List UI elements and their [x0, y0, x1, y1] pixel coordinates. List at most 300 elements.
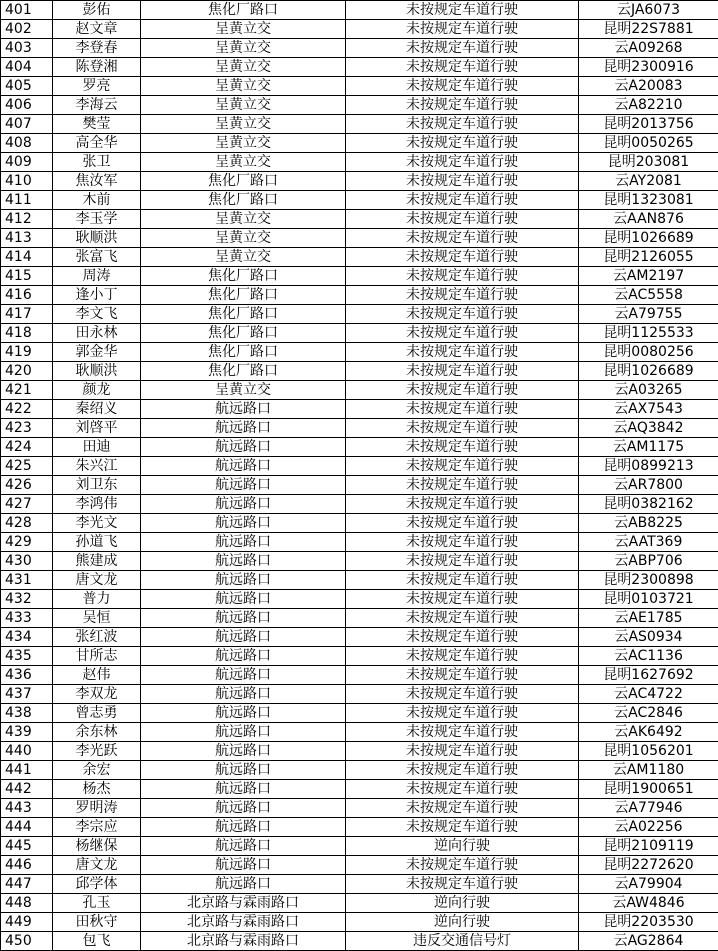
name-cell: 耿顺洪	[53, 362, 141, 381]
violation-cell: 未按规定车道行驶	[346, 210, 579, 229]
location-cell: 呈黄立交	[141, 381, 346, 400]
table-row	[1, 305, 718, 324]
table-row	[1, 457, 718, 476]
plate-cell: 昆明0050265	[579, 134, 718, 153]
location-cell: 呈黄立交	[141, 153, 346, 172]
table-row	[1, 913, 718, 932]
location-cell: 航远路口	[141, 666, 346, 685]
name-cell: 孙道飞	[53, 533, 141, 552]
plate-cell: 昆明1323081	[579, 191, 718, 210]
row-number-cell: 435	[1, 647, 53, 666]
row-number-cell: 436	[1, 666, 53, 685]
violation-cell: 未按规定车道行驶	[346, 248, 579, 267]
table-row	[1, 438, 718, 457]
location-cell: 航远路口	[141, 476, 346, 495]
table-row	[1, 419, 718, 438]
table-row	[1, 647, 718, 666]
violation-cell: 未按规定车道行驶	[346, 476, 579, 495]
row-number-cell: 429	[1, 533, 53, 552]
plate-cell: 云AR7800	[579, 476, 718, 495]
row-number-cell: 430	[1, 552, 53, 571]
name-cell: 赵伟	[53, 666, 141, 685]
name-cell: 逢小丁	[53, 286, 141, 305]
location-cell: 航远路口	[141, 552, 346, 571]
name-cell: 罗亮	[53, 77, 141, 96]
violation-cell: 未按规定车道行驶	[346, 305, 579, 324]
name-cell: 刘啓平	[53, 419, 141, 438]
violation-cell: 未按规定车道行驶	[346, 571, 579, 590]
violation-cell: 未按规定车道行驶	[346, 96, 579, 115]
location-cell: 航远路口	[141, 457, 346, 476]
plate-cell: 云AY2081	[579, 172, 718, 191]
violation-cell: 未按规定车道行驶	[346, 229, 579, 248]
table-row	[1, 381, 718, 400]
table-row	[1, 20, 718, 39]
name-cell: 樊莹	[53, 115, 141, 134]
plate-cell: 昆明1627692	[579, 666, 718, 685]
location-cell: 航远路口	[141, 742, 346, 761]
name-cell: 刘卫东	[53, 476, 141, 495]
table-row	[1, 723, 718, 742]
violation-cell: 未按规定车道行驶	[346, 457, 579, 476]
location-cell: 呈黄立交	[141, 229, 346, 248]
table-row	[1, 742, 718, 761]
location-cell: 焦化厂路口	[141, 343, 346, 362]
plate-cell: 云JA6073	[579, 1, 718, 20]
table-row	[1, 533, 718, 552]
location-cell: 航远路口	[141, 514, 346, 533]
location-cell: 呈黄立交	[141, 248, 346, 267]
table-row	[1, 134, 718, 153]
name-cell: 张卫	[53, 153, 141, 172]
name-cell: 邱学体	[53, 875, 141, 894]
row-number-cell: 431	[1, 571, 53, 590]
violation-cell: 未按规定车道行驶	[346, 818, 579, 837]
violation-cell: 未按规定车道行驶	[346, 742, 579, 761]
table-row	[1, 229, 718, 248]
plate-cell: 云ABP706	[579, 552, 718, 571]
location-cell: 航远路口	[141, 761, 346, 780]
location-cell: 呈黄立交	[141, 20, 346, 39]
violation-cell: 未按规定车道行驶	[346, 381, 579, 400]
violation-cell: 未按规定车道行驶	[346, 324, 579, 343]
plate-cell: 昆明1125533	[579, 324, 718, 343]
violation-cell: 未按规定车道行驶	[346, 77, 579, 96]
name-cell: 李鸿伟	[53, 495, 141, 514]
name-cell: 普力	[53, 590, 141, 609]
location-cell: 焦化厂路口	[141, 324, 346, 343]
plate-cell: 昆明0103721	[579, 590, 718, 609]
name-cell: 焦汝军	[53, 172, 141, 191]
table-row	[1, 115, 718, 134]
name-cell: 颜龙	[53, 381, 141, 400]
location-cell: 北京路与霖雨路口	[141, 913, 346, 932]
location-cell: 北京路与霖雨路口	[141, 932, 346, 951]
plate-cell: 昆明2203530	[579, 913, 718, 932]
name-cell: 李文飞	[53, 305, 141, 324]
row-number-cell: 421	[1, 381, 53, 400]
row-number-cell: 403	[1, 39, 53, 58]
plate-cell: 云A79755	[579, 305, 718, 324]
plate-cell: 云AG2864	[579, 932, 718, 951]
violation-cell: 未按规定车道行驶	[346, 856, 579, 875]
violation-cell: 未按规定车道行驶	[346, 704, 579, 723]
location-cell: 呈黄立交	[141, 77, 346, 96]
row-number-cell: 408	[1, 134, 53, 153]
location-cell: 航远路口	[141, 533, 346, 552]
plate-cell: 云AAT369	[579, 533, 718, 552]
violation-cell: 未按规定车道行驶	[346, 799, 579, 818]
location-cell: 航远路口	[141, 647, 346, 666]
table-row	[1, 210, 718, 229]
row-number-cell: 412	[1, 210, 53, 229]
plate-cell: 云AS0934	[579, 628, 718, 647]
row-number-cell: 415	[1, 267, 53, 286]
location-cell: 航远路口	[141, 875, 346, 894]
violation-cell: 未按规定车道行驶	[346, 590, 579, 609]
violation-cell: 未按规定车道行驶	[346, 153, 579, 172]
location-cell: 呈黄立交	[141, 134, 346, 153]
plate-cell: 云AM2197	[579, 267, 718, 286]
plate-cell: 昆明22S7881	[579, 20, 718, 39]
location-cell: 北京路与霖雨路口	[141, 894, 346, 913]
plate-cell: 云AE1785	[579, 609, 718, 628]
table-row	[1, 248, 718, 267]
location-cell: 航远路口	[141, 837, 346, 856]
plate-cell: 昆明1900651	[579, 780, 718, 799]
plate-cell: 云AC1136	[579, 647, 718, 666]
plate-cell: 昆明2109119	[579, 837, 718, 856]
plate-cell: 云A03265	[579, 381, 718, 400]
table-row	[1, 780, 718, 799]
row-number-cell: 428	[1, 514, 53, 533]
violation-cell: 未按规定车道行驶	[346, 533, 579, 552]
name-cell: 唐文龙	[53, 856, 141, 875]
violation-cell: 未按规定车道行驶	[346, 685, 579, 704]
location-cell: 航远路口	[141, 704, 346, 723]
row-number-cell: 418	[1, 324, 53, 343]
plate-cell: 云AQ3842	[579, 419, 718, 438]
table-row	[1, 1, 718, 20]
row-number-cell: 445	[1, 837, 53, 856]
table-row	[1, 818, 718, 837]
row-number-cell: 446	[1, 856, 53, 875]
violation-cell: 未按规定车道行驶	[346, 647, 579, 666]
row-number-cell: 439	[1, 723, 53, 742]
violation-cell: 违反交通信号灯	[346, 932, 579, 951]
name-cell: 李登春	[53, 39, 141, 58]
name-cell: 李光跃	[53, 742, 141, 761]
location-cell: 呈黄立交	[141, 96, 346, 115]
violation-cell: 未按规定车道行驶	[346, 780, 579, 799]
name-cell: 唐文龙	[53, 571, 141, 590]
location-cell: 焦化厂路口	[141, 1, 346, 20]
row-number-cell: 442	[1, 780, 53, 799]
table-row	[1, 77, 718, 96]
name-cell: 耿顺洪	[53, 229, 141, 248]
location-cell: 航远路口	[141, 590, 346, 609]
violation-cell: 未按规定车道行驶	[346, 400, 579, 419]
plate-cell: 云AW4846	[579, 894, 718, 913]
row-number-cell: 437	[1, 685, 53, 704]
plate-cell: 昆明1056201	[579, 742, 718, 761]
row-number-cell: 406	[1, 96, 53, 115]
table-row	[1, 343, 718, 362]
name-cell: 杨继保	[53, 837, 141, 856]
plate-cell: 云AM1175	[579, 438, 718, 457]
row-number-cell: 434	[1, 628, 53, 647]
row-number-cell: 447	[1, 875, 53, 894]
name-cell: 杨杰	[53, 780, 141, 799]
row-number-cell: 401	[1, 1, 53, 20]
row-number-cell: 438	[1, 704, 53, 723]
name-cell: 曾志勇	[53, 704, 141, 723]
table-row	[1, 932, 718, 951]
violation-cell: 未按规定车道行驶	[346, 39, 579, 58]
row-number-cell: 424	[1, 438, 53, 457]
name-cell: 孔玉	[53, 894, 141, 913]
row-number-cell: 422	[1, 400, 53, 419]
name-cell: 张富飞	[53, 248, 141, 267]
location-cell: 呈黄立交	[141, 39, 346, 58]
table-row	[1, 267, 718, 286]
violation-cell: 未按规定车道行驶	[346, 419, 579, 438]
table-row	[1, 476, 718, 495]
row-number-cell: 427	[1, 495, 53, 514]
location-cell: 航远路口	[141, 495, 346, 514]
table-row	[1, 286, 718, 305]
location-cell: 航远路口	[141, 685, 346, 704]
table-row	[1, 894, 718, 913]
row-number-cell: 444	[1, 818, 53, 837]
location-cell: 呈黄立交	[141, 210, 346, 229]
violation-cell: 未按规定车道行驶	[346, 666, 579, 685]
row-number-cell: 433	[1, 609, 53, 628]
plate-cell: 云AC4722	[579, 685, 718, 704]
row-number-cell: 441	[1, 761, 53, 780]
name-cell: 赵文章	[53, 20, 141, 39]
table-row	[1, 191, 718, 210]
location-cell: 焦化厂路口	[141, 172, 346, 191]
plate-cell: 云A77946	[579, 799, 718, 818]
name-cell: 李宗应	[53, 818, 141, 837]
table-row	[1, 324, 718, 343]
table-body	[1, 1, 718, 951]
violation-cell: 未按规定车道行驶	[346, 134, 579, 153]
plate-cell: 昆明2126055	[579, 248, 718, 267]
table-row	[1, 685, 718, 704]
name-cell: 罗明涛	[53, 799, 141, 818]
plate-cell: 昆明2300898	[579, 571, 718, 590]
plate-cell: 昆明2013756	[579, 115, 718, 134]
table-row	[1, 552, 718, 571]
location-cell: 航远路口	[141, 419, 346, 438]
name-cell: 张红波	[53, 628, 141, 647]
location-cell: 焦化厂路口	[141, 305, 346, 324]
plate-cell: 云A79904	[579, 875, 718, 894]
location-cell: 航远路口	[141, 438, 346, 457]
row-number-cell: 404	[1, 58, 53, 77]
location-cell: 航远路口	[141, 780, 346, 799]
violation-cell: 未按规定车道行驶	[346, 267, 579, 286]
name-cell: 彭佑	[53, 1, 141, 20]
plate-cell: 云AC5558	[579, 286, 718, 305]
row-number-cell: 405	[1, 77, 53, 96]
row-number-cell: 450	[1, 932, 53, 951]
violation-cell: 未按规定车道行驶	[346, 172, 579, 191]
row-number-cell: 425	[1, 457, 53, 476]
plate-cell: 昆明203081	[579, 153, 718, 172]
name-cell: 李双龙	[53, 685, 141, 704]
table-row	[1, 400, 718, 419]
name-cell: 木前	[53, 191, 141, 210]
row-number-cell: 420	[1, 362, 53, 381]
name-cell: 李海云	[53, 96, 141, 115]
table-row	[1, 362, 718, 381]
name-cell: 高全华	[53, 134, 141, 153]
location-cell: 航远路口	[141, 723, 346, 742]
name-cell: 郭金华	[53, 343, 141, 362]
plate-cell: 云AB8225	[579, 514, 718, 533]
location-cell: 焦化厂路口	[141, 362, 346, 381]
row-number-cell: 407	[1, 115, 53, 134]
violation-cell: 未按规定车道行驶	[346, 1, 579, 20]
violation-cell: 未按规定车道行驶	[346, 115, 579, 134]
violation-cell: 逆向行驶	[346, 894, 579, 913]
plate-cell: 昆明0382162	[579, 495, 718, 514]
violation-cell: 未按规定车道行驶	[346, 286, 579, 305]
plate-cell: 云AAN876	[579, 210, 718, 229]
name-cell: 李玉学	[53, 210, 141, 229]
name-cell: 余东林	[53, 723, 141, 742]
name-cell: 田秋守	[53, 913, 141, 932]
plate-cell: 云AM1180	[579, 761, 718, 780]
plate-cell: 云A02256	[579, 818, 718, 837]
location-cell: 焦化厂路口	[141, 267, 346, 286]
violation-cell: 未按规定车道行驶	[346, 58, 579, 77]
location-cell: 航远路口	[141, 799, 346, 818]
violation-cell: 未按规定车道行驶	[346, 514, 579, 533]
plate-cell: 云A09268	[579, 39, 718, 58]
violation-cell: 未按规定车道行驶	[346, 191, 579, 210]
row-number-cell: 413	[1, 229, 53, 248]
plate-cell: 昆明2300916	[579, 58, 718, 77]
table-row	[1, 761, 718, 780]
table-row	[1, 153, 718, 172]
name-cell: 陈登湘	[53, 58, 141, 77]
location-cell: 航远路口	[141, 856, 346, 875]
plate-cell: 云A82210	[579, 96, 718, 115]
name-cell: 田永林	[53, 324, 141, 343]
table-row	[1, 666, 718, 685]
table-row	[1, 39, 718, 58]
row-number-cell: 411	[1, 191, 53, 210]
violation-cell: 逆向行驶	[346, 837, 579, 856]
plate-cell: 昆明1026689	[579, 229, 718, 248]
name-cell: 吴恒	[53, 609, 141, 628]
plate-cell: 云AK6492	[579, 723, 718, 742]
table-row	[1, 571, 718, 590]
row-number-cell: 417	[1, 305, 53, 324]
plate-cell: 昆明0899213	[579, 457, 718, 476]
location-cell: 航远路口	[141, 571, 346, 590]
plate-cell: 云AX7543	[579, 400, 718, 419]
table-row	[1, 514, 718, 533]
table-row	[1, 58, 718, 77]
table-row	[1, 875, 718, 894]
violation-cell: 逆向行驶	[346, 913, 579, 932]
violation-cell: 未按规定车道行驶	[346, 20, 579, 39]
violation-cell: 未按规定车道行驶	[346, 609, 579, 628]
table-row	[1, 609, 718, 628]
name-cell: 李光文	[53, 514, 141, 533]
row-number-cell: 423	[1, 419, 53, 438]
name-cell: 熊建成	[53, 552, 141, 571]
row-number-cell: 432	[1, 590, 53, 609]
row-number-cell: 416	[1, 286, 53, 305]
violation-cell: 未按规定车道行驶	[346, 875, 579, 894]
table-row	[1, 704, 718, 723]
row-number-cell: 414	[1, 248, 53, 267]
table-row	[1, 856, 718, 875]
violation-cell: 未按规定车道行驶	[346, 438, 579, 457]
location-cell: 焦化厂路口	[141, 191, 346, 210]
location-cell: 航远路口	[141, 609, 346, 628]
table-row	[1, 590, 718, 609]
row-number-cell: 449	[1, 913, 53, 932]
violation-cell: 未按规定车道行驶	[346, 552, 579, 571]
violation-cell: 未按规定车道行驶	[346, 495, 579, 514]
table-row	[1, 172, 718, 191]
location-cell: 焦化厂路口	[141, 286, 346, 305]
row-number-cell: 419	[1, 343, 53, 362]
location-cell: 呈黄立交	[141, 115, 346, 134]
table-row	[1, 837, 718, 856]
row-number-cell: 410	[1, 172, 53, 191]
plate-cell: 云AC2846	[579, 704, 718, 723]
location-cell: 航远路口	[141, 818, 346, 837]
plate-cell: 云A20083	[579, 77, 718, 96]
row-number-cell: 448	[1, 894, 53, 913]
location-cell: 呈黄立交	[141, 58, 346, 77]
row-number-cell: 443	[1, 799, 53, 818]
name-cell: 包飞	[53, 932, 141, 951]
table-row	[1, 799, 718, 818]
plate-cell: 昆明2272620	[579, 856, 718, 875]
row-number-cell: 402	[1, 20, 53, 39]
name-cell: 秦绍义	[53, 400, 141, 419]
violation-cell: 未按规定车道行驶	[346, 761, 579, 780]
location-cell: 航远路口	[141, 628, 346, 647]
location-cell: 航远路口	[141, 400, 346, 419]
violation-cell: 未按规定车道行驶	[346, 362, 579, 381]
table-row	[1, 495, 718, 514]
name-cell: 周涛	[53, 267, 141, 286]
row-number-cell: 426	[1, 476, 53, 495]
plate-cell: 昆明1026689	[579, 362, 718, 381]
name-cell: 田迪	[53, 438, 141, 457]
violation-cell: 未按规定车道行驶	[346, 343, 579, 362]
violation-cell: 未按规定车道行驶	[346, 628, 579, 647]
violation-cell: 未按规定车道行驶	[346, 723, 579, 742]
row-number-cell: 409	[1, 153, 53, 172]
row-number-cell: 440	[1, 742, 53, 761]
name-cell: 甘所志	[53, 647, 141, 666]
table-row	[1, 628, 718, 647]
name-cell: 余宏	[53, 761, 141, 780]
plate-cell: 昆明0080256	[579, 343, 718, 362]
table-row	[1, 96, 718, 115]
